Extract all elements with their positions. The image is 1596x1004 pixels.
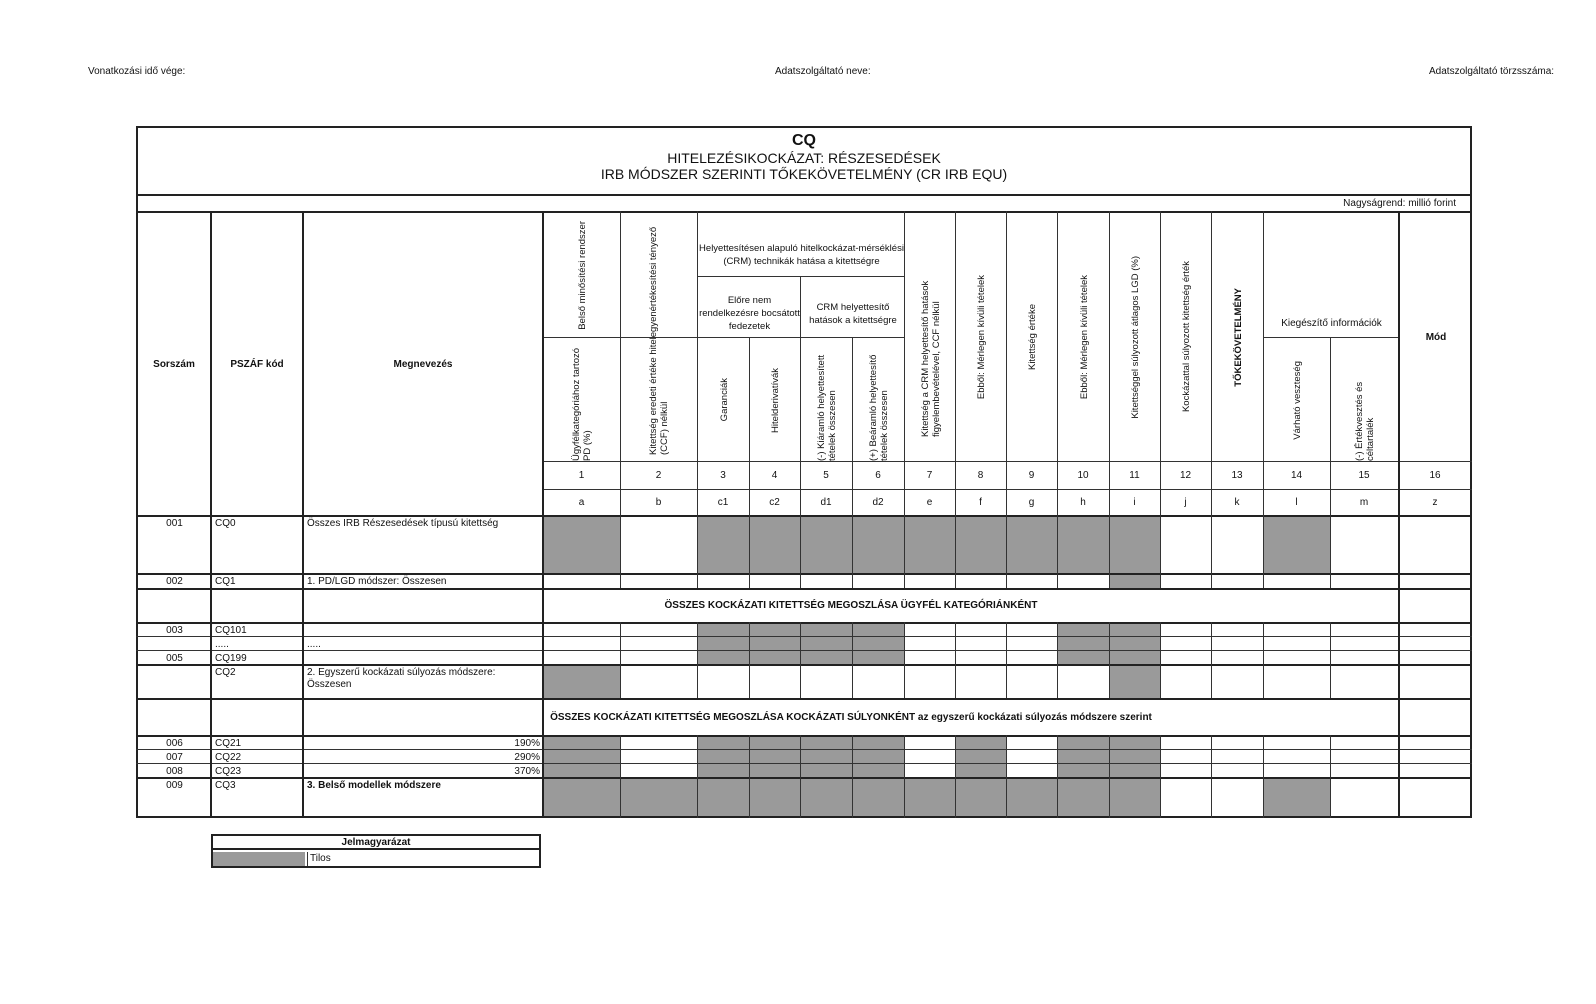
col-letter: z	[1432, 497, 1438, 508]
col-number: 10	[1077, 470, 1089, 481]
col-12-header: Kockázattal súlyozott kitettség érték	[1181, 261, 1192, 413]
legend	[211, 834, 541, 868]
row-code: CQ1	[215, 576, 236, 587]
row-name	[304, 651, 542, 664]
col-number: 11	[1129, 470, 1140, 481]
row-code: CQ199	[215, 653, 247, 664]
row-code: CQ3	[215, 780, 236, 791]
row-code: CQ23	[215, 766, 242, 777]
col-10-header: Ebből: Mérlegen kívüli tételek	[1078, 274, 1090, 400]
col-letter: m	[1359, 497, 1369, 508]
col-number: 2	[655, 470, 662, 481]
col-7-header: Kitettség a CRM helyettesítő hatások figyelembevételével, CCF nélkül	[919, 280, 942, 437]
col-4-header: Hitelderivatívák	[770, 367, 781, 433]
col-sorszam: Sorszám	[153, 358, 195, 370]
row-code: CQ2	[215, 667, 236, 678]
col-letter: d1	[820, 497, 832, 508]
col-letter: a	[578, 497, 585, 508]
row-name: .....	[307, 639, 321, 650]
col-letter: e	[926, 497, 933, 508]
col-1-header: Ügyfélkategóriához tartozó PD (%)	[571, 347, 593, 461]
row-number: 002	[166, 576, 183, 587]
form-title-line2: IRB MÓDSZER SZERINTI TŐKEKÖVETELMÉNY (CR IRB EQU)	[600, 166, 1008, 182]
col-6-header: (+) Beáramló helyettesítő tételek összesen	[868, 354, 890, 461]
col-8-header: Ebből: Mérlegen kívüli tételek	[976, 274, 987, 400]
col-14-header: Várható veszteség	[1292, 360, 1303, 440]
legend-item: Tilos	[307, 852, 539, 866]
section-heading: ÖSSZES KOCKÁZATI KITETTSÉG MEGOSZLÁSA KOCKÁZATI SÚLYONKÉNT az egyszerű kockázati súlyozás módszere szerint	[550, 711, 1152, 723]
row-number: 001	[166, 518, 183, 529]
col-number: 9	[1028, 470, 1035, 481]
row-name	[304, 623, 542, 636]
col-letter: f	[979, 497, 982, 508]
provider-name-label: Adatszolgáltató neve:	[775, 66, 871, 77]
col-5-header: (-) Kiáramló helyettesített tételek összesen	[816, 354, 838, 461]
section-heading: ÖSSZES KOCKÁZATI KITETTSÉG MEGOSZLÁSA ÜGYFÉL KATEGÓRIÁNKÉNT	[664, 600, 1038, 611]
col-number: 13	[1231, 470, 1243, 481]
col-13-header: TŐKEKÖVETELMÉNY	[1232, 287, 1244, 387]
legend-swatch	[213, 852, 305, 866]
group-fedezet: Előre nem rendelkezésre bocsátott fedezetek	[699, 295, 800, 332]
col-letter: c2	[769, 497, 780, 508]
row-name: 2. Egyszerű kockázati súlyozás módszere: Összesen	[307, 667, 496, 690]
row-number: 003	[166, 625, 183, 636]
legend-title: Jelmagyarázat	[213, 836, 539, 850]
col-letter: j	[1184, 497, 1187, 508]
group-crm-sub: CRM helyettesítő hatások a kitettségre	[809, 301, 897, 326]
col-letter: b	[655, 497, 662, 508]
row-code: CQ21	[215, 738, 242, 749]
row-number	[138, 665, 210, 698]
col-15-header: (-) Értékvesztés és céltartalék	[1354, 381, 1376, 461]
row-number: 008	[166, 766, 183, 777]
col-letter: d2	[872, 497, 884, 508]
col-3-header: Garanciák	[718, 378, 730, 422]
period-end-label: Vonatkozási idő vége:	[88, 66, 186, 77]
row-code: CQ22	[215, 752, 242, 763]
col-pszaf-code: PSZÁF kód	[230, 358, 284, 370]
group-belso: Belső minősítési rendszer	[576, 220, 588, 330]
col-number: 12	[1179, 470, 1192, 481]
row-name: 370%	[514, 766, 540, 777]
row-number: 007	[166, 752, 183, 763]
col-9-header: Kitettség értéke	[1027, 303, 1038, 370]
col-number: 15	[1358, 470, 1370, 481]
col-number: 3	[720, 470, 726, 481]
col-number: 1	[578, 470, 585, 481]
col-mod-header: Mód	[1425, 331, 1447, 343]
row-number	[138, 637, 210, 650]
col-letter: c1	[717, 497, 729, 508]
group-crm: Helyettesítésen alapuló hitelkockázat-mérséklési (CRM) technikák hatása a kitettségre	[699, 243, 904, 267]
row-number: 005	[166, 653, 183, 664]
col-number: 5	[823, 470, 829, 481]
col-letter: k	[1234, 497, 1240, 508]
row-number: 009	[166, 780, 183, 791]
row-name: 3. Belső modellek módszere	[307, 780, 441, 791]
row-name: 190%	[514, 738, 540, 749]
row-name: Összes IRB Részesedések típusú kitettség	[307, 518, 499, 529]
row-name: 290%	[514, 752, 540, 763]
col-number: 6	[875, 470, 881, 481]
col-letter: g	[1028, 497, 1035, 508]
col-letter: i	[1133, 497, 1136, 508]
row-number: 006	[166, 738, 183, 749]
col-number: 4	[771, 470, 778, 481]
col-number: 14	[1290, 470, 1303, 481]
provider-id-label: Adatszolgáltató törzsszáma:	[1429, 66, 1555, 77]
col-11-header: Kitettséggel súlyozott átlagos LGD (%)	[1130, 255, 1141, 419]
group-kieg: Kiegészítő információk	[1281, 318, 1382, 329]
unit-label: Nagyságrend: millió forint	[1343, 198, 1456, 209]
form-code: CQ	[792, 132, 816, 149]
row-code: CQ0	[215, 518, 236, 529]
form-title-line1: HITELEZÉSIKOCKÁZAT: RÉSZESEDÉSEK	[667, 150, 941, 166]
row-code: .....	[215, 639, 229, 650]
row-code: CQ101	[215, 625, 247, 636]
col-letter: h	[1080, 497, 1086, 508]
col-2-header: Kitettség eredeti értéke hitelegyenértékesítési tényező (CCF) nélkül	[648, 226, 670, 455]
col-number: 7	[926, 470, 933, 481]
col-megnevezes: Megnevezés	[393, 358, 453, 370]
col-letter: l	[1295, 497, 1298, 508]
col-number: 16	[1429, 470, 1441, 481]
row-name: 1. PD/LGD módszer: Összesen	[307, 576, 447, 587]
col-number: 8	[977, 470, 984, 481]
